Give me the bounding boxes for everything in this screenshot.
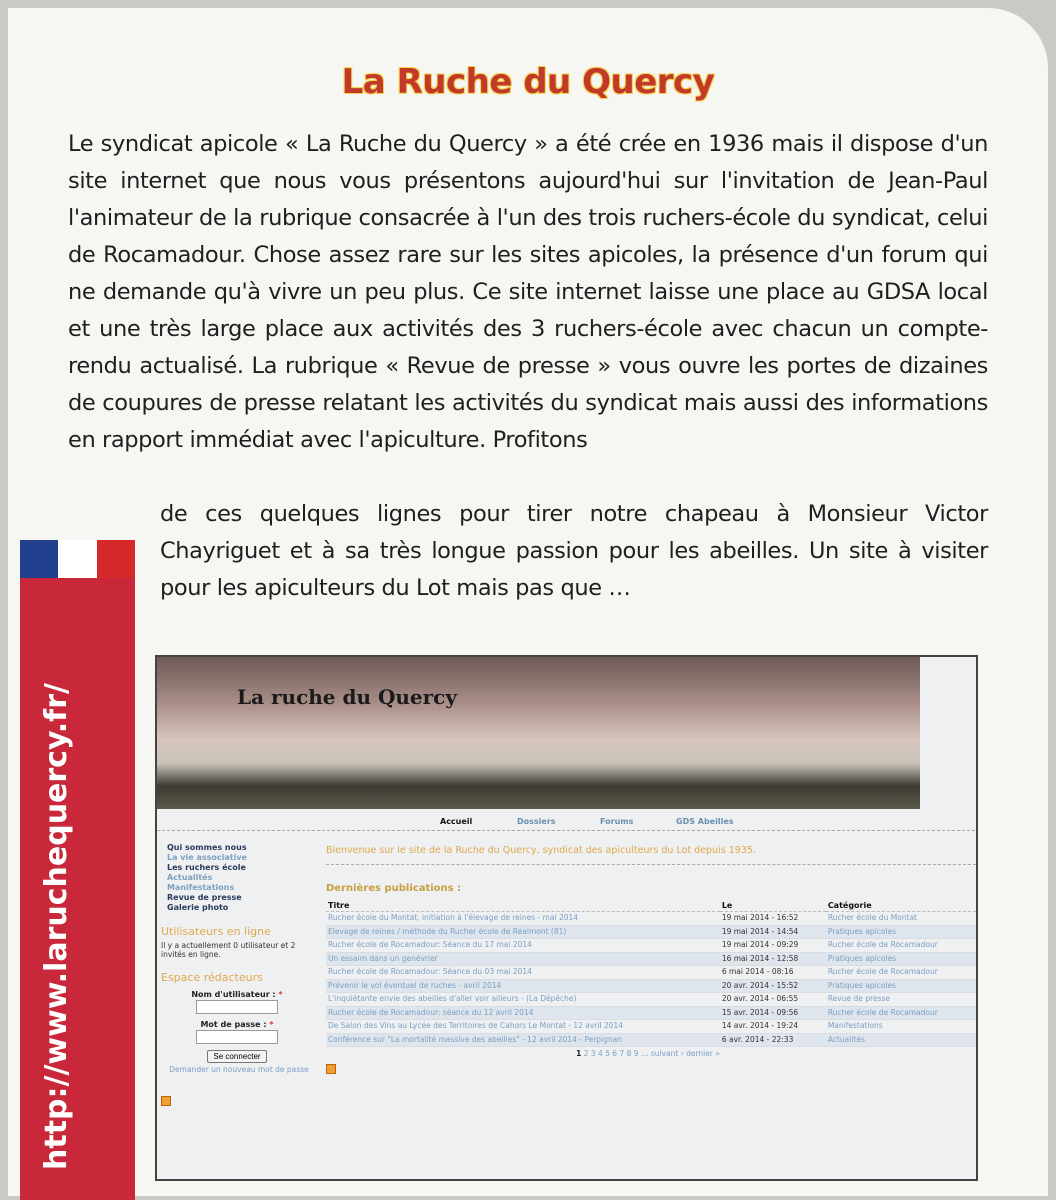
login-button[interactable]: Se connecter (207, 1050, 266, 1063)
online-users-heading: Utilisateurs en ligne (161, 925, 271, 938)
publications-heading: Dernières publications : (326, 883, 462, 894)
cell-title[interactable]: Elevage de reines / méthode du Rucher école de Réalmont (81) (326, 925, 720, 939)
menu-item[interactable]: Manifestations (167, 883, 235, 892)
table-row (326, 966, 976, 980)
cell-title[interactable]: De Salon des Vins au Lycée des Territoires de Cahors Le Montat - 12 avril 2014 (326, 1020, 720, 1034)
cell-date: 20 avr. 2014 - 06:55 (720, 993, 826, 1007)
cell-category[interactable]: Rucher école de Rocamadour (826, 1006, 976, 1020)
nav-forums[interactable]: Forums (600, 817, 634, 826)
cell-date: 14 avr. 2014 - 19:24 (720, 1020, 826, 1034)
cell-title[interactable]: Rucher école du Montat, initiation à l'élevage de reines - mai 2014 (326, 912, 720, 926)
page-links[interactable]: 2 3 4 5 6 7 8 9 (583, 1049, 639, 1058)
cell-category[interactable]: Revue de presse (826, 993, 976, 1007)
french-flag-icon (20, 540, 135, 578)
cell-title[interactable]: Rucher école de Rocamadour: séance du 12 avril 2014 (326, 1006, 720, 1020)
banner-image (157, 657, 920, 809)
cell-category[interactable]: Pratiques apicoles (826, 925, 976, 939)
page-next-last[interactable]: … suivant › dernier » (640, 1049, 720, 1058)
site-sidebar (157, 833, 317, 1181)
site-nav (157, 815, 978, 831)
password-input[interactable] (196, 1030, 278, 1044)
website-url: http://www.laruchequercy.fr/ (39, 683, 74, 1170)
cell-category[interactable]: Rucher école du Montat (826, 912, 976, 926)
online-users-text: Il y a actuellement 0 utilisateur et 2 invités en ligne. (161, 941, 296, 959)
required-mark: * (278, 990, 283, 999)
cell-date: 19 mai 2014 - 09:29 (720, 939, 826, 953)
menu-item[interactable]: Actualités (167, 873, 213, 882)
menu-item[interactable]: Galerie photo (167, 903, 229, 912)
rss-icon[interactable] (161, 1096, 171, 1106)
cell-title[interactable]: Prévenir le vol éventuel de ruches - avril 2014 (326, 979, 720, 993)
nav-dossiers[interactable]: Dossiers (517, 817, 556, 826)
publications-table (326, 900, 976, 1047)
article-paragraph: Le syndicat apicole « La Ruche du Quercy » a été crée en 1936 mais il dispose d'un site internet que nous vous présentons aujourd'hui sur l'invitation de Jean-Paul l'animateur de la rubrique consacrée à l'un des trois ruchers-école du syndicat, celui de Rocamadour. Chose assez rare sur les sites apicoles, la présence d'un forum qui ne demande qu'à vivre un peu plus. Ce site internet laisse une place au GDSA local et une très large place aux activités des 3 ruchers-école avec chacun un compte-rendu actualisé. La rubrique « Revue de presse » vous ouvre les portes de dizaines de coupures de presse relatant les activités du syndicat mais aussi des informations en rapport immédiat avec l'apiculture. Profitons (68, 131, 988, 453)
page-current: 1 (576, 1049, 582, 1058)
cell-category[interactable]: Pratiques apicoles (826, 952, 976, 966)
username-label: Nom d'utilisateur : (191, 990, 276, 999)
table-row (326, 925, 976, 939)
table-row (326, 912, 976, 926)
cell-date: 20 avr. 2014 - 15:52 (720, 979, 826, 993)
nav-accueil[interactable]: Accueil (440, 817, 473, 826)
site-title: La ruche du Quercy (237, 685, 457, 709)
column-header: Le (720, 900, 826, 912)
cell-category[interactable]: Pratiques apicoles (826, 979, 976, 993)
cell-category[interactable]: Rucher école de Rocamadour (826, 939, 976, 953)
cell-date: 6 mai 2014 - 08:16 (720, 966, 826, 980)
website-screenshot (155, 655, 978, 1181)
column-header: Titre (326, 900, 720, 912)
table-row (326, 979, 976, 993)
cell-date: 16 mai 2014 - 12:58 (720, 952, 826, 966)
cell-category[interactable]: Actualités (826, 1033, 976, 1047)
article-title: La Ruche du Quercy (341, 62, 715, 102)
column-header: Catégorie (826, 900, 976, 912)
cell-title[interactable]: Un essaim dans un genévrier (326, 952, 720, 966)
pager (320, 1049, 976, 1058)
table-row (326, 1020, 976, 1034)
menu-item[interactable]: La vie associative (167, 853, 247, 862)
cell-category[interactable]: Manifestations (826, 1020, 976, 1034)
cell-title[interactable]: Rucher école de Rocamadour: Séance du 17 mai 2014 (326, 939, 720, 953)
cell-title[interactable]: L'inquiétante envie des abeilles d'aller voir ailleurs - (La Dépêche) (326, 993, 720, 1007)
nav-gds-abeilles[interactable]: GDS Abeilles (676, 817, 734, 826)
rss-icon[interactable] (326, 1064, 336, 1074)
table-row (326, 939, 976, 953)
new-password-link[interactable]: Demander un nouveau mot de passe (169, 1065, 309, 1074)
table-row (326, 952, 976, 966)
cell-date: 19 mai 2014 - 14:54 (720, 925, 826, 939)
menu-item[interactable]: Les ruchers école (167, 863, 246, 872)
site-main (320, 833, 976, 1181)
menu-item[interactable]: Revue de presse (167, 893, 242, 902)
welcome-text: Bienvenue sur le site de la Ruche du Quercy, syndicat des apiculteurs du Lot depuis 1935. (326, 845, 976, 865)
table-row (326, 1006, 976, 1020)
cell-date: 15 avr. 2014 - 09:56 (720, 1006, 826, 1020)
cell-title[interactable]: Conférence sur "La mortalité massive des abeilles" - 12 avril 2014 - Perpignan (326, 1033, 720, 1047)
cell-title[interactable]: Rucher école de Rocamadour: Séance du 03 mai 2014 (326, 966, 720, 980)
table-row (326, 993, 976, 1007)
editors-heading: Espace rédacteurs (161, 971, 263, 984)
table-row (326, 1033, 976, 1047)
url-sidebar (20, 540, 135, 1200)
required-mark: * (269, 1020, 274, 1029)
cell-date: 6 avr. 2014 - 22:33 (720, 1033, 826, 1047)
menu-item[interactable]: Qui sommes nous (167, 843, 247, 852)
username-input[interactable] (196, 1000, 278, 1014)
cell-date: 19 mai 2014 - 16:52 (720, 912, 826, 926)
password-label: Mot de passe : (200, 1020, 267, 1029)
article-paragraph-indented: de ces quelques lignes pour tirer notre chapeau à Monsieur Victor Chayriguet et à sa très longue passion pour les abeilles. Un site à visiter pour les apiculteurs du Lot mais pas que … (160, 501, 988, 601)
cell-category[interactable]: Rucher école de Rocamadour (826, 966, 976, 980)
